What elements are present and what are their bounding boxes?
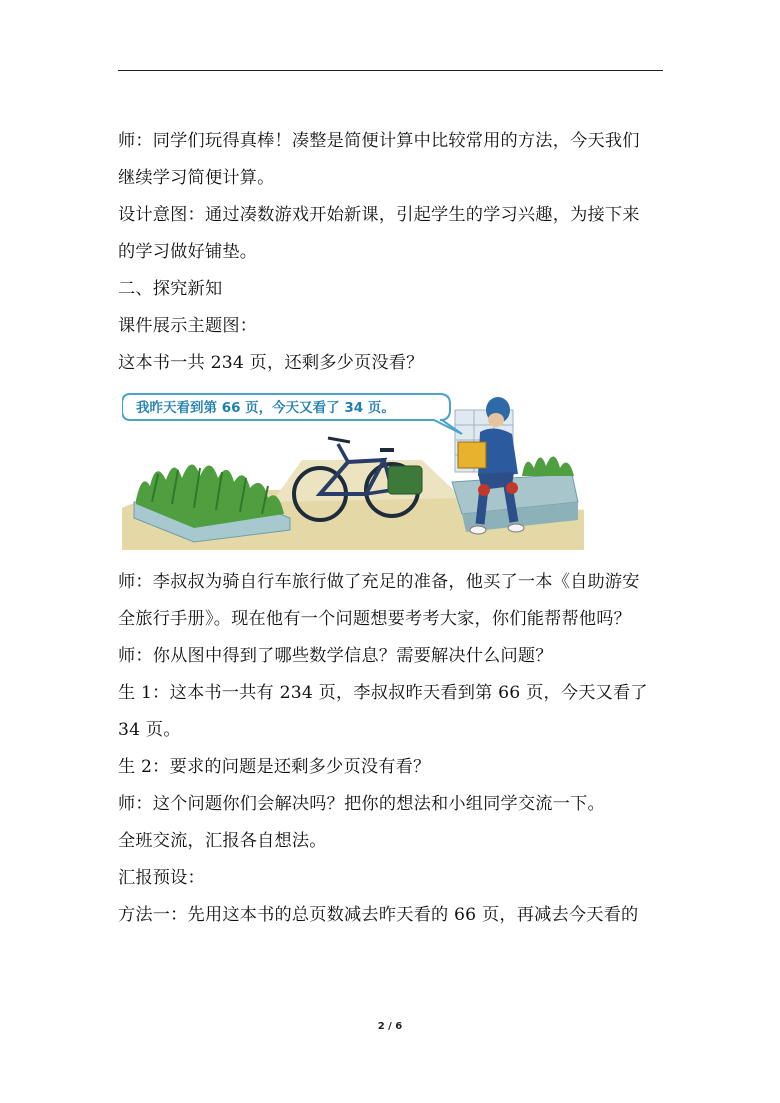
paragraph-method-one: 方法一：先用这本书的总页数减去昨天看的 66 页，再减去今天看的	[118, 905, 639, 925]
speech-bubble-text: 我昨天看到第 66 页，今天又看了 34 页。	[136, 400, 395, 416]
page-number: 2 / 6	[377, 1021, 403, 1032]
theme-illustration	[122, 390, 584, 550]
paragraph-student1-line2: 34 页。	[118, 720, 181, 740]
paragraph-teacher-intro-line1: 师：同学们玩得真棒！凑整是简便计算中比较常用的方法，今天我们	[118, 131, 640, 151]
paragraph-question: 这本书一共 234 页，还剩多少页没看？	[118, 353, 424, 373]
right-grass	[522, 456, 574, 476]
paragraph-courseware: 课件展示主题图：	[118, 316, 258, 336]
paragraph-student2: 生 2：要求的问题是还剩多少页没有看？	[118, 757, 431, 777]
paragraph-teacher-intro-line2: 继续学习简便计算。	[118, 168, 275, 188]
document-body	[118, 123, 666, 934]
paragraph-teacher-ask: 师：你从图中得到了哪些数学信息？需要解决什么问题？	[118, 646, 553, 666]
paragraph-teacher-story-line2: 全旅行手册》。现在他有一个问题想要考考大家，你们能帮帮他吗？	[118, 609, 632, 629]
paragraph-teacher-story-line1: 师：李叔叔为骑自行车旅行做了充足的准备，他买了一本《自助游安	[118, 572, 640, 592]
cyclist-reading-illustration	[122, 390, 584, 550]
paragraph-class-exchange: 全班交流，汇报各自想法。	[118, 831, 327, 851]
handbook	[458, 442, 486, 468]
paragraph-design-intent-line1: 设计意图：通过凑数游戏开始新课，引起学生的学习兴趣，为接下来	[118, 205, 640, 225]
paragraph-design-intent-line2: 的学习做好铺垫。	[118, 242, 258, 262]
header-rule	[118, 70, 663, 71]
paragraph-student1-line1: 生 1：这本书一共有 234 页，李叔叔昨天看到第 66 页，今天又看了	[118, 683, 648, 703]
section-heading: 二、探究新知	[118, 279, 223, 299]
paragraph-teacher-discuss: 师：这个问题你们会解决吗？把你的想法和小组同学交流一下。	[118, 794, 605, 814]
pannier-bag	[388, 466, 422, 494]
paragraph-report-preset: 汇报预设：	[118, 868, 205, 888]
speech-bubble	[122, 394, 462, 434]
